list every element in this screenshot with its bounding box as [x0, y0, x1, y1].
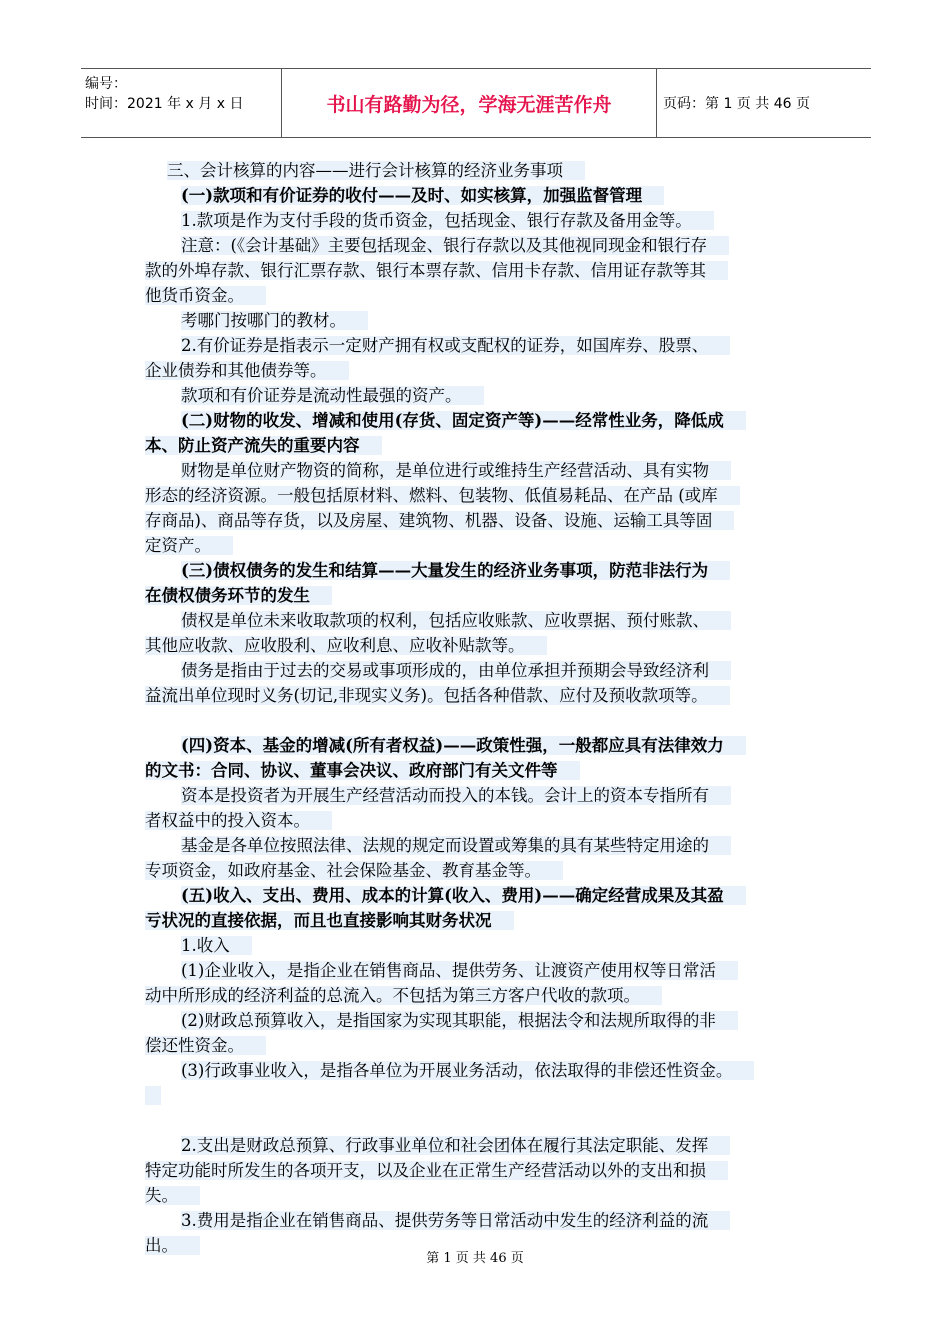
blank-line: [145, 1108, 815, 1133]
subsection-heading: 本、防止资产流失的重要内容: [145, 433, 815, 458]
paragraph-line: 动中所形成的经济利益的总流入。不包括为第三方客户代收的款项。: [145, 983, 815, 1008]
highlight-stub: [145, 1083, 815, 1108]
document-body: [145, 158, 815, 1258]
paragraph-line: 债权是单位未来收取款项的权利，包括应收账款、应收票据、预付账款、: [145, 608, 815, 633]
subsection-heading: (五)收入、支出、费用、成本的计算(收入、费用)——确定经营成果及其盈: [145, 883, 815, 908]
paragraph-line: 款的外埠存款、银行汇票存款、银行本票存款、信用卡存款、信用证存款等其: [145, 258, 815, 283]
paragraph-line: 考哪门按哪门的教材。: [145, 308, 815, 333]
document-header: [81, 68, 871, 138]
subsection-heading: (二)财物的收发、增减和使用(存货、固定资产等)——经常性业务，降低成: [145, 408, 815, 433]
subsection-heading: (一)款项和有价证券的收付——及时、如实核算，加强监督管理: [145, 183, 815, 208]
paragraph-line: 企业债券和其他债券等。: [145, 358, 815, 383]
subsection-heading: 亏状况的直接依据，而且也直接影响其财务状况: [145, 908, 815, 933]
paragraph-line: 专项资金，如政府基金、社会保险基金、教育基金等。: [145, 858, 815, 883]
paragraph-line: 债务是指由于过去的交易或事项形成的，由单位承担并预期会导致经济利: [145, 658, 815, 683]
paragraph-line: 基金是各单位按照法律、法规的规定而设置或筹集的具有某些特定用途的: [145, 833, 815, 858]
paragraph-line: (2)财政总预算收入，是指国家为实现其职能，根据法令和法规所取得的非: [145, 1008, 815, 1033]
page-footer: 第 1 页 共 46 页: [426, 1251, 524, 1266]
paragraph-line: 1.款项是作为支付手段的货币资金，包括现金、银行存款及备用金等。: [145, 208, 815, 233]
paragraph-line: 者权益中的投入资本。: [145, 808, 815, 833]
subsection-heading: 在债权债务环节的发生: [145, 583, 815, 608]
paragraph-line: 形态的经济资源。一般包括原材料、燃料、包装物、低值易耗品、在产品 (或库: [145, 483, 815, 508]
paragraph-line: (1)企业收入，是指企业在销售商品、提供劳务、让渡资产使用权等日常活: [145, 958, 815, 983]
paragraph-line: 3.费用是指企业在销售商品、提供劳务等日常活动中发生的经济利益的流: [145, 1208, 815, 1233]
paragraph-line: 2.支出是财政总预算、行政事业单位和社会团体在履行其法定职能、发挥: [145, 1133, 815, 1158]
time-label: 时间：2021 年 x 月 x 日: [85, 96, 244, 112]
paragraph-line: 注意：(《会计基础》主要包括现金、银行存款以及其他视同现金和银行存: [145, 233, 815, 258]
paragraph-line: 失。: [145, 1183, 815, 1208]
paragraph-line: 他货币资金。: [145, 283, 815, 308]
paragraph-line: 存商品)、商品等存货，以及房屋、建筑物、机器、设备、设施、运输工具等固: [145, 508, 815, 533]
paragraph-line: 款项和有价证券是流动性最强的资产。: [145, 383, 815, 408]
paragraph-line: 2.有价证券是指表示一定财产拥有权或支配权的证券，如国库券、股票、: [145, 333, 815, 358]
paragraph-line: 其他应收款、应收股利、应收利息、应收补贴款等。: [145, 633, 815, 658]
header-left-cell: [81, 69, 282, 137]
paragraph-line: 出。: [145, 1233, 815, 1258]
paragraph-line: (3)行政事业收入，是指各单位为开展业务活动，依法取得的非偿还性资金。: [145, 1058, 815, 1083]
paragraph-line: 特定功能时所发生的各项开支，以及企业在正常生产经营活动以外的支出和损: [145, 1158, 815, 1183]
header-page-info: 页码：第 1 页 共 46 页: [663, 96, 810, 112]
paragraph-line: 资本是投资者为开展生产经营活动而投入的本钱。会计上的资本专指所有: [145, 783, 815, 808]
paragraph-line: 1.收入: [145, 933, 815, 958]
header-motto: 书山有路勤为径，学海无涯苦作舟: [282, 69, 657, 137]
number-label: 编号：: [85, 76, 127, 92]
paragraph-line: 偿还性资金。: [145, 1033, 815, 1058]
subsection-heading: (三)债权债务的发生和结算——大量发生的经济业务事项，防范非法行为: [145, 558, 815, 583]
subsection-heading: (四)资本、基金的增减(所有者权益)——政策性强，一般都应具有法律效力: [145, 733, 815, 758]
paragraph-line: 财物是单位财产物资的简称，是单位进行或维持生产经营活动、具有实物: [145, 458, 815, 483]
subsection-heading: 的文书：合同、协议、董事会决议、政府部门有关文件等: [145, 758, 815, 783]
paragraph-line: 定资产。: [145, 533, 815, 558]
paragraph-line: 益流出单位现时义务(切记,非现实义务)。包括各种借款、应付及预收款项等。: [145, 683, 815, 708]
section-heading: 三、会计核算的内容——进行会计核算的经济业务事项: [145, 158, 815, 183]
blank-line: [145, 708, 815, 733]
